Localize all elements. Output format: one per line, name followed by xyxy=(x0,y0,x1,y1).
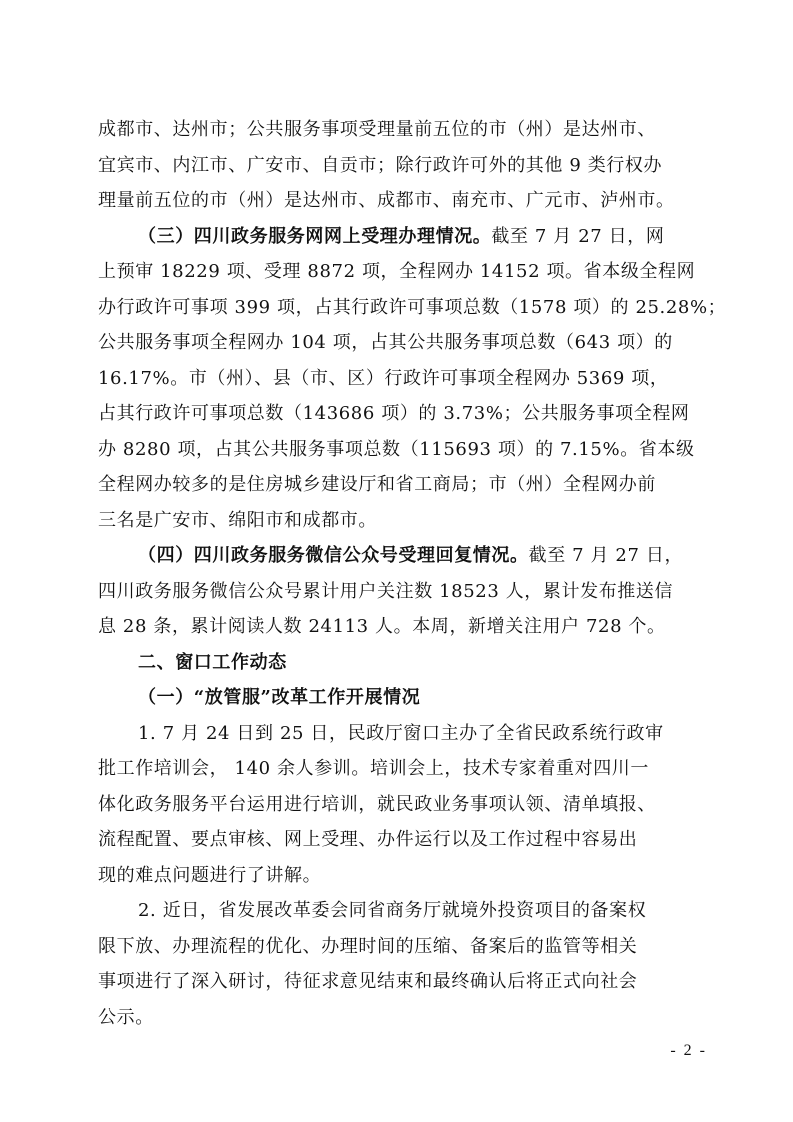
document-body xyxy=(98,112,727,1035)
text-line: 成都市、达州市；公共服务事项受理量前五位的市（州）是达州市、 xyxy=(98,119,656,140)
text-line: 2. 近日，省发展改革委会同省商务厅就境外投资项目的备案权 xyxy=(138,900,647,921)
text-line: 事项进行了深入研讨，待征求意见结束和最终确认后将正式向社会 xyxy=(98,971,638,992)
text-span: 截至 7 月 27 日，网 xyxy=(491,225,665,247)
text-line: 公共服务事项全程网办 104 项，占其公共服务事项总数（643 项）的 xyxy=(98,332,673,353)
paragraph-wechat-account xyxy=(98,538,698,645)
text-line: 办 8280 项，占其公共服务事项总数（115693 项）的 7.15%。省本级 xyxy=(98,438,695,460)
text-line: 体化政务服务平台运用进行培训，就民政业务事项认领、清单填报、 xyxy=(98,793,656,815)
subheading-reform: （一）“放管服”改革工作开展情况 xyxy=(138,687,421,708)
paragraph-admin-licensing-ranking xyxy=(98,112,698,219)
paragraph-online-service xyxy=(98,219,727,539)
text-line: 16.17%。市（州）、县（市、区）行政许可事项全程网办 5369 项， xyxy=(98,367,669,389)
text-line: 四川政务服务微信公众号累计用户关注数 18523 人，累计发布推送信 xyxy=(98,580,674,602)
text-line: 办行政许可事项 399 项，占其行政许可事项总数（1578 项）的 25.28%； xyxy=(98,296,727,318)
text-line: 理量前五位的市（州）是达州市、成都市、南充市、广元市、泸州市。 xyxy=(98,190,675,211)
section-heading-window-work: 二、窗口工作动态 xyxy=(138,651,287,673)
section-lead-online-service: （三）四川政务服务网网上受理办理情况。 xyxy=(138,225,492,247)
paragraph-investment-filing xyxy=(98,893,698,1035)
text-line: 公示。 xyxy=(98,1006,154,1028)
text-line: 现的难点问题进行了讲解。 xyxy=(98,864,322,886)
page-number: - 2 - xyxy=(670,1042,707,1059)
text-line: 宜宾市、内江市、广安市、自贡市；除行政许可外的其他 9 类行权办 xyxy=(98,154,663,176)
text-line: 三名是广安市、绵阳市和成都市。 xyxy=(98,509,377,531)
text-line: 流程配置、要点审核、网上受理、办件运行以及工作过程中容易出 xyxy=(98,829,638,850)
text-line: 批工作培训会， 140 余人参训。培训会上，技术专家着重对四川一 xyxy=(98,758,649,779)
section-lead-wechat: （四）四川政务服务微信公众号受理回复情况。 xyxy=(138,545,529,566)
text-line xyxy=(98,219,698,255)
text-span: 截至 7 月 27 日， xyxy=(528,545,684,566)
paragraph-civil-affairs-training xyxy=(98,716,698,894)
text-line: 上预审 18229 项、受理 8872 项，全程网办 14152 项。省本级全程网 xyxy=(98,261,696,282)
text-line: 息 28 条，累计阅读人数 24113 人。本周，新增关注用户 728 个。 xyxy=(98,616,666,637)
text-line: 限下放、办理流程的优化、办理时间的压缩、备案后的监管等相关 xyxy=(98,935,638,957)
text-line: 全程网办较多的是住房城乡建设厅和省工商局；市（州）全程网办前 xyxy=(98,474,656,495)
text-line: 1. 7 月 24 日到 25 日，民政厅窗口主办了全省民政系统行政审 xyxy=(138,722,664,744)
text-line: 占其行政许可事项总数（143686 项）的 3.73%；公共服务事项全程网 xyxy=(98,403,690,424)
text-line xyxy=(98,538,698,574)
